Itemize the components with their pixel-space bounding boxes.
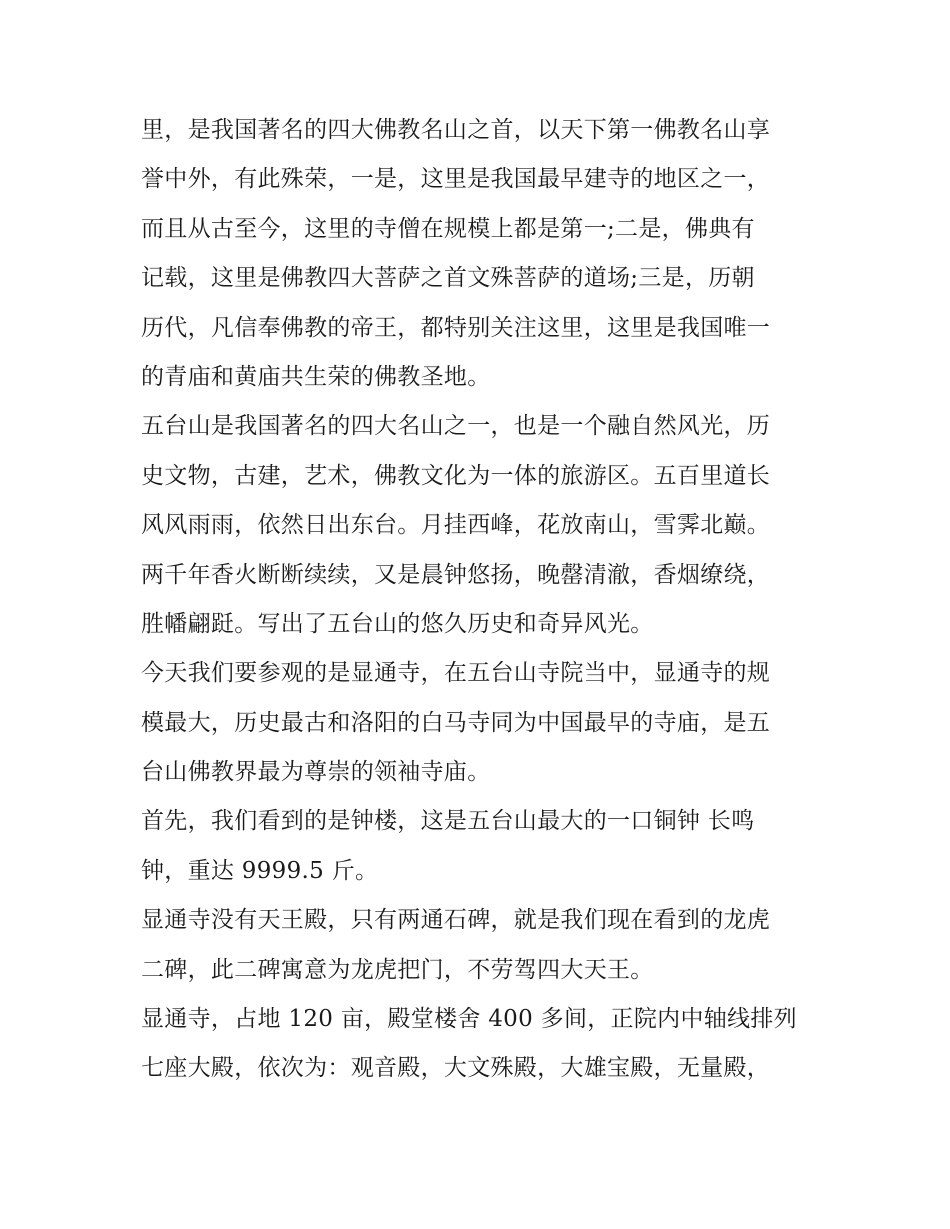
text-line: 钟，重达 9999.5 斤。	[141, 857, 379, 884]
text-line: 誉中外，有此殊荣，一是，这里是我国最早建寺的地区之一，	[141, 166, 771, 193]
text-line: 而且从古至今，这里的寺僧在规模上都是第一;二是，佛典有	[141, 215, 755, 242]
text-line: 里，是我国著名的四大佛教名山之首，以天下第一佛教名山享	[141, 117, 771, 143]
text-line: 胜幡翩跹。写出了五台山的悠久历史和奇异风光。	[141, 610, 654, 637]
text-line: 风风雨雨，依然日出东台。月挂西峰，花放南山，雪霁北巅。	[141, 512, 771, 539]
text-line: 的青庙和黄庙共生荣的佛教圣地。	[141, 363, 491, 390]
text-line: 模最大，历史最古和洛阳的白马寺同为中国最早的寺庙，是五	[141, 709, 771, 736]
text-line: 今天我们要参观的是显通寺，在五台山寺院当中，显通寺的规	[141, 660, 771, 687]
text-line: 两千年香火断断续续，又是晨钟悠扬，晚罄清澈，香烟缭绕，	[141, 561, 771, 588]
text-line: 史文物，古建，艺术，佛教文化为一体的旅游区。五百里道长	[141, 462, 771, 489]
document-body	[141, 106, 813, 1094]
text-line: 记载，这里是佛教四大菩萨之首文殊菩萨的道场;三是，历朝	[141, 265, 755, 292]
text-line: 显通寺没有天王殿，只有两通石碑，就是我们现在看到的龙虎	[141, 907, 771, 934]
text-line: 首先，我们看到的是钟楼，这是五台山最大的一口铜钟 长鸣	[141, 808, 755, 835]
text-line: 历代，凡信奉佛教的帝王，都特别关注这里，这里是我国唯一	[141, 314, 771, 341]
text-line: 显通寺，占地 120 亩，殿堂楼舍 400 多间，正院内中轴线排列	[141, 1006, 797, 1033]
text-line: 二碑，此二碑寓意为龙虎把门，不劳驾四大天王。	[141, 956, 654, 983]
text-line: 五台山是我国著名的四大名山之一，也是一个融自然风光，历	[141, 413, 771, 440]
text-line: 台山佛教界最为尊崇的领袖寺庙。	[141, 759, 491, 786]
text-line: 七座大殿，依次为：观音殿，大文殊殿，大雄宝殿，无量殿，	[141, 1055, 771, 1082]
